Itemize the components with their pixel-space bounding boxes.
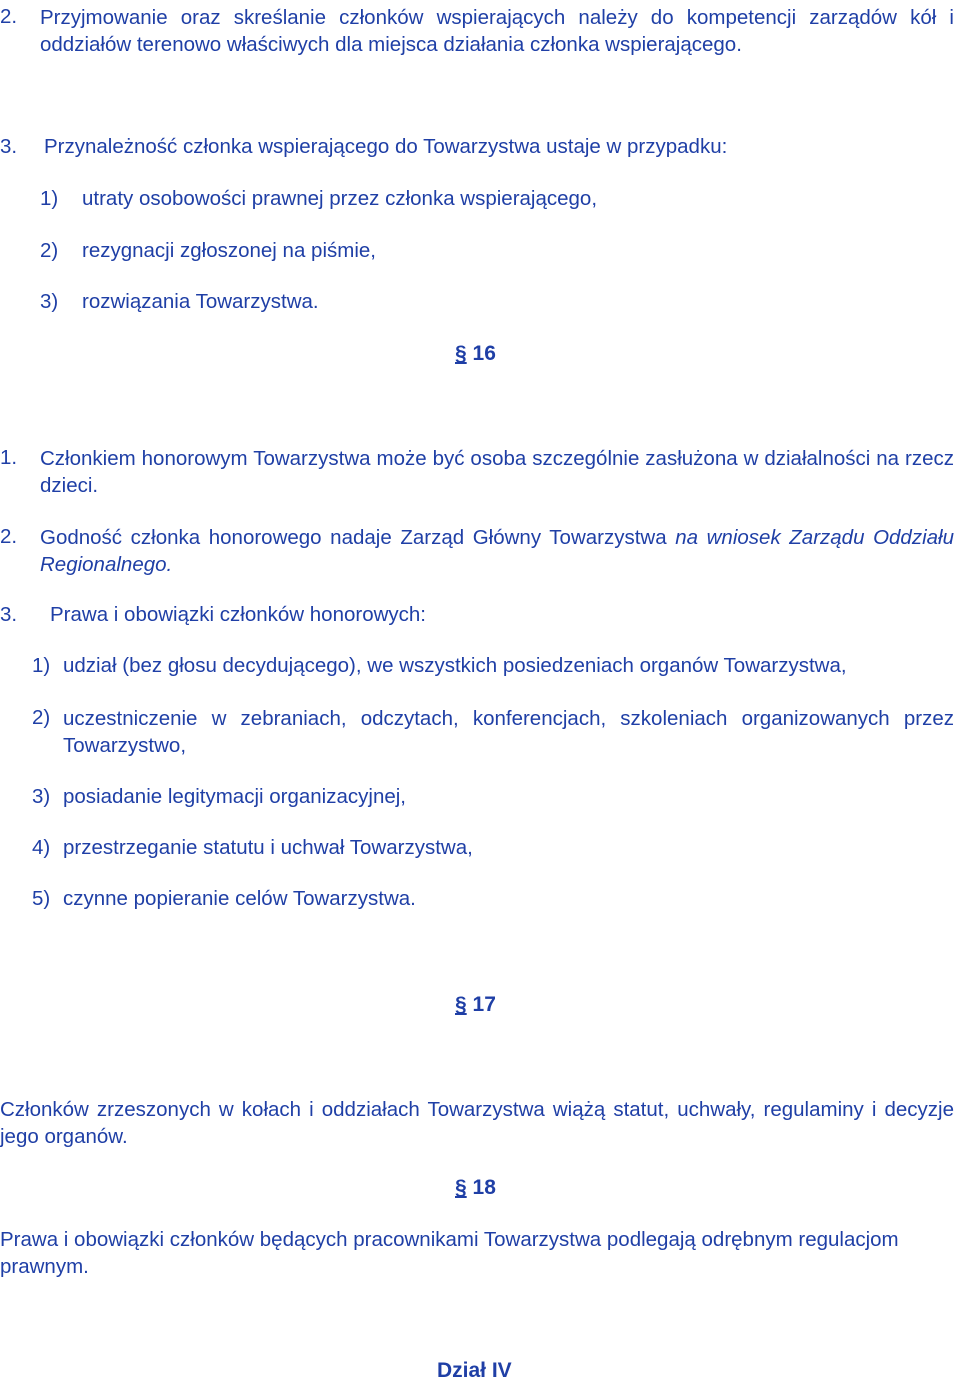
paragraph-text — [40, 524, 954, 578]
paragraph-text: Członków zrzeszonych w kołach i oddziałach Towarzystwa wiążą statut, uchwały, regulaminy i decyzje jego organów. — [0, 1098, 954, 1148]
list-item-number: 4) — [32, 836, 51, 859]
list-item-text: rezygnacji zgłoszonej na piśmie, — [82, 239, 376, 262]
list-item-number: 3) — [40, 290, 59, 313]
list-item-text: czynne popieranie celów Towarzystwa. — [63, 887, 416, 910]
paragraph-number: 2. — [0, 525, 18, 548]
paragraph-number: 2. — [0, 5, 18, 28]
section-number: 17 — [472, 993, 496, 1016]
list-item-text: uczestniczenie w zebraniach, odczytach, konferencjach, szkoleniach organizowanych przez Towarzystwo, — [63, 707, 954, 757]
list-item-text: utraty osobowości prawnej przez członka wspierającego, — [82, 187, 598, 210]
section-number: 16 — [472, 342, 496, 365]
list-item-number: 2) — [40, 239, 59, 262]
paragraph-text: Przynależność członka wspierającego do Towarzystwa ustaje w przypadku: — [44, 135, 728, 158]
list-item-text: udział (bez głosu decydującego), we wszystkich posiedzeniach organów Towarzystwa, — [63, 654, 847, 677]
list-item-number: 2) — [32, 706, 51, 729]
paragraph-number: 1. — [0, 446, 18, 469]
list-item-text: posiadanie legitymacji organizacyjnej, — [63, 785, 406, 808]
paragraph-text: Członkiem honorowym Towarzystwa może być osoba szczególnie zasłużona w działalności na rzecz dzieci. — [40, 447, 954, 497]
paragraph-text: Prawa i obowiązki członków honorowych: — [50, 603, 427, 626]
section-sign: § — [455, 342, 467, 365]
list-item-number: 1) — [32, 654, 51, 677]
paragraph-text-regular: Godność członka honorowego nadaje Zarząd Główny Towarzystwa — [40, 526, 667, 549]
list-item-number: 1) — [40, 187, 59, 210]
section-sign: § — [455, 993, 467, 1016]
list-item-text: przestrzeganie statutu i uchwał Towarzystwa, — [63, 836, 473, 859]
division-heading: Dział IV — [437, 1359, 512, 1382]
paragraph-number: 3. — [0, 135, 18, 158]
paragraph-text: Prawa i obowiązki członków będących pracownikami Towarzystwa podlegają odrębnym regulacjom prawnym. — [0, 1228, 899, 1278]
paragraph-text-italic: na wniosek Zarządu Oddziału Regionalnego. — [40, 526, 954, 576]
section-heading-16 — [455, 341, 496, 367]
section-heading-17 — [455, 992, 496, 1018]
list-item-text: rozwiązania Towarzystwa. — [82, 290, 319, 313]
section-heading-18 — [455, 1175, 496, 1201]
list-item-number: 3) — [32, 785, 51, 808]
paragraph-text: Przyjmowanie oraz skreślanie członków wspierających należy do kompetencji zarządów kół i oddziałów terenowo właściwych dla miejsca działania członka wspierającego. — [40, 6, 954, 56]
list-item-number: 5) — [32, 887, 51, 910]
paragraph-number: 3. — [0, 603, 18, 626]
section-sign: § — [455, 1176, 467, 1199]
section-number: 18 — [472, 1176, 496, 1199]
